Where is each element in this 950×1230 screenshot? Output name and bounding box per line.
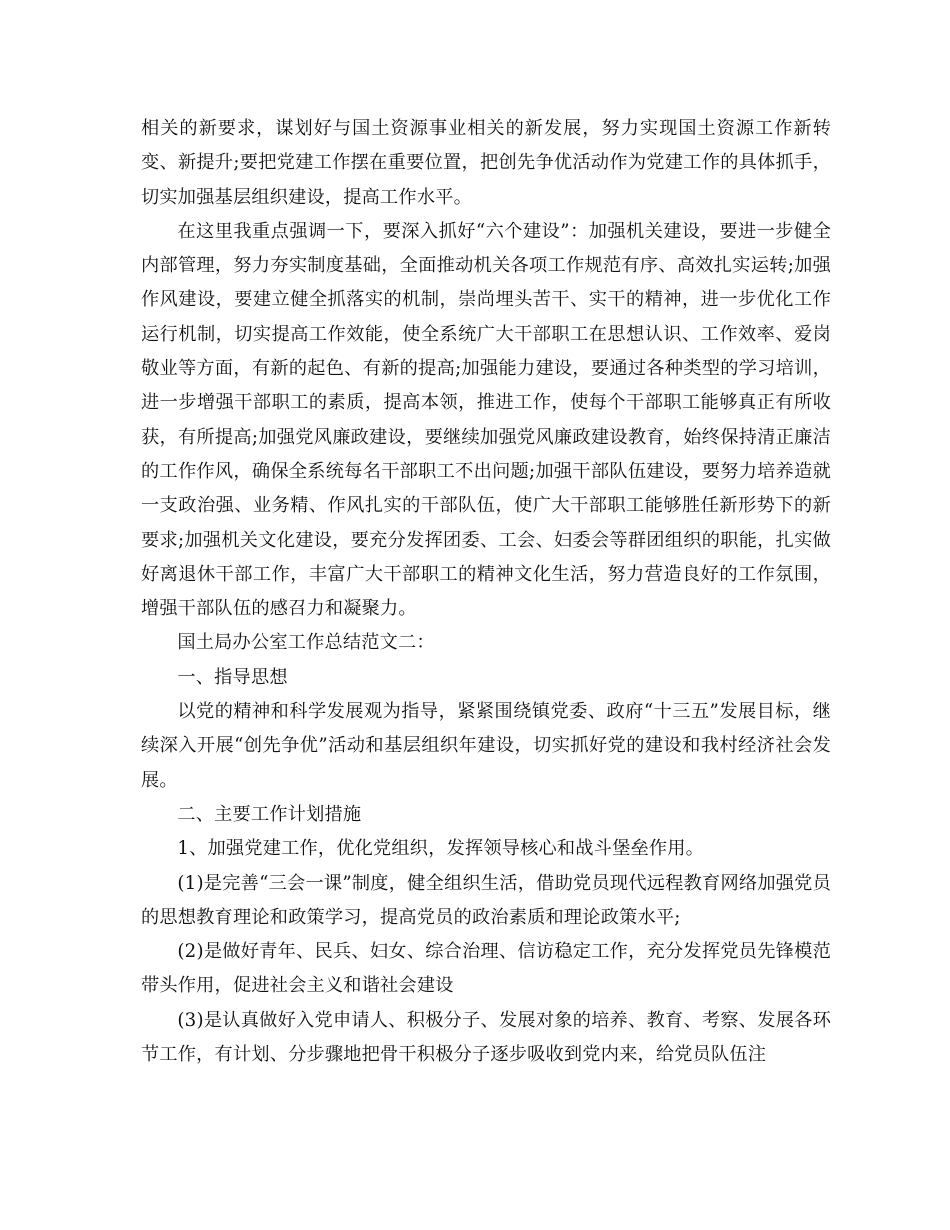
list-item: (3)是认真做好入党申请人、积极分子、发展对象的培养、教育、考察、发展各环节工作，有计划、分步骤地把骨干积极分子逐步吸收到党内来，给党员队伍注 (141, 1009, 831, 1066)
list-item: (2)是做好青年、民兵、妇女、综合治理、信访稳定工作，充分发挥党员先锋模范带头作用，促进社会主义和谐社会建设 (141, 941, 831, 997)
heading: 一、指导思想 (177, 666, 288, 688)
paragraph: 以党的精神和科学发展观为指导，紧紧围绕镇党委、政府“十三五”发展目标，继续深入开展“创先争优”活动和基层组织年建设，切实抓好党的建设和我村经济社会发展。 (141, 701, 832, 791)
paragraph: 在这里我重点强调一下，要深入抓好“六个建设”：加强机关建设，要进一步健全内部管理，努力夯实制度基础，全面推动机关各项工作规范有序、高效扎实运转;加强作风建设，要建立健全抓落实的机制，崇尚埋头苦干、实干的精神，进一步优化工作运行机制，切实提高工作效能，使全系统广大干部职工在思想认识、工作效率、爱岗敬业等方面，有新的起色、有新的提高;加强能力建设，要通过各种类型的学习培训，进一步增强干部职工的素质，提高本领，推进工作，使每个干部职工能够真正有所收获，有所提高;加强党风廉政建设，要继续加强党风廉政建设教育，始终保持清正廉洁的工作作风，确保全系统每名干部职工不出问题;加强干部队伍建设，要努力培养造就一支政治强、业务精、作风扎实的干部队伍，使广大干部职工能够胜任新形势下的新要求;加强机关文化建设，要充分发挥团委、工会、妇委会等群团组织的职能，扎实做好离退休干部工作，丰富广大干部职工的精神文化生活，努力营造良好的工作氛围，增强干部队伍的感召力和凝聚力。 (141, 220, 832, 620)
list-item: 1、加强党建工作，优化党组织，发挥领导核心和战斗堡垒作用。 (177, 838, 705, 860)
section-title: 国土局办公室工作总结范文二： (177, 632, 435, 654)
heading: 二、主要工作计划措施 (177, 803, 362, 825)
paragraph: 相关的新要求，谋划好与国土资源事业相关的新发展，努力实现国土资源工作新转变、新提升;要把党建工作摆在重要位置，把创先争优活动作为党建工作的具体抓手，切实加强基层组织建设，提高工作水平。 (141, 118, 831, 208)
list-item: (1)是完善“三会一课”制度，健全组织生活，借助党员现代远程教育网络加强党员的思想教育理论和政策学习，提高党员的政治素质和理论政策水平; (141, 872, 831, 928)
body-text (141, 112, 831, 1072)
